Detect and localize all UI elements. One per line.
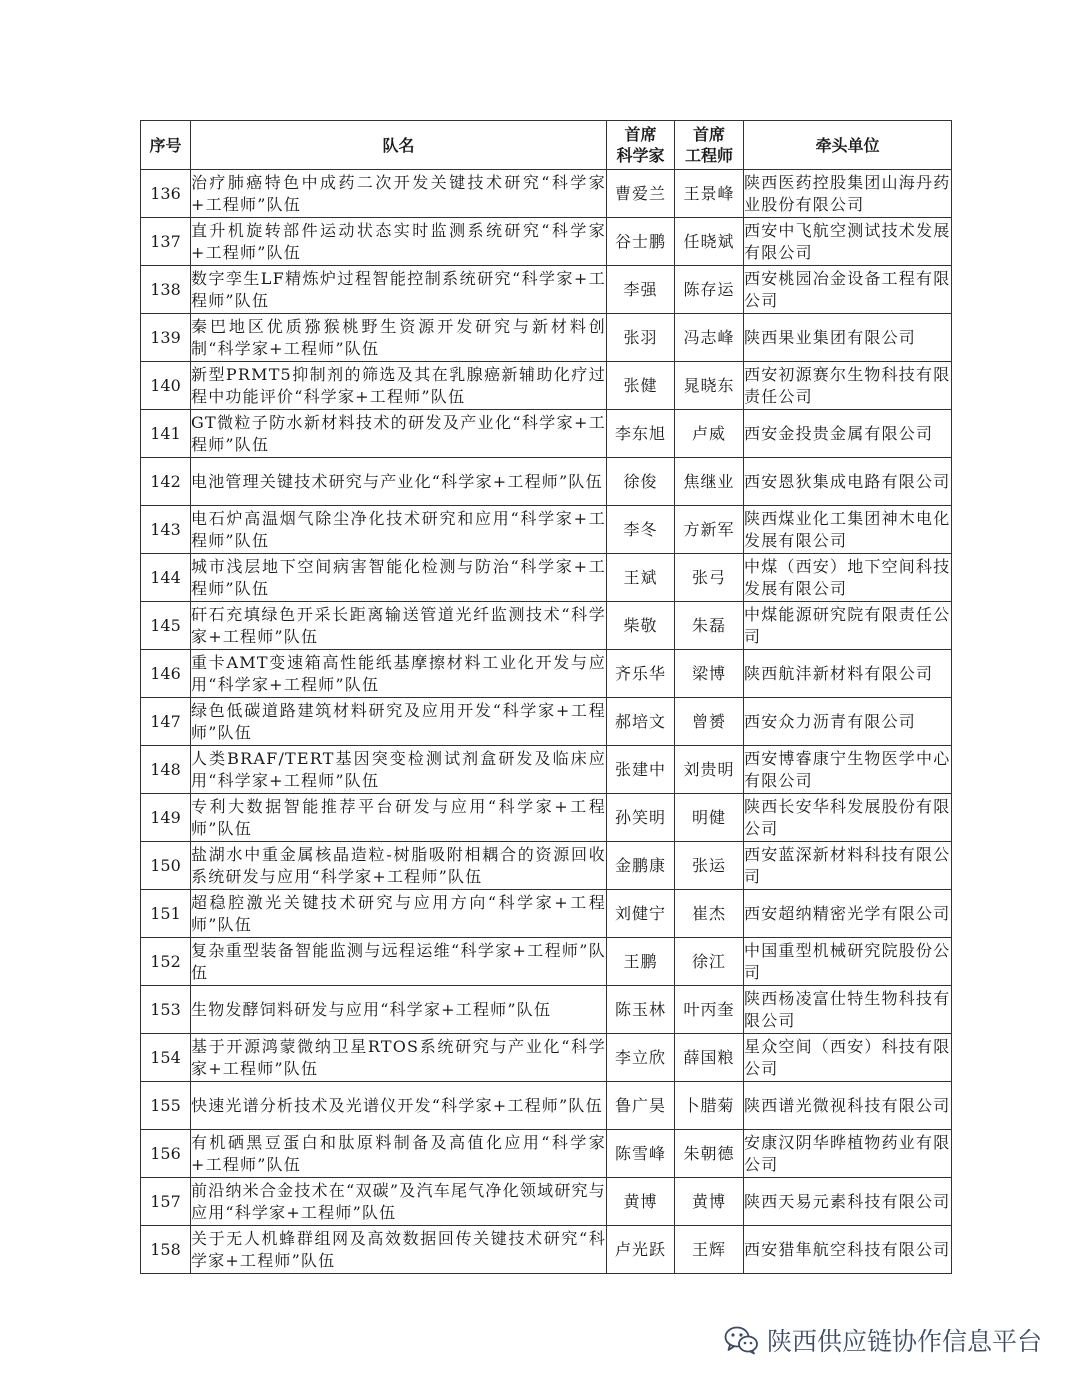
row-number-cell: 137 [141, 218, 191, 266]
table-row [141, 746, 952, 794]
row-number-cell: 148 [141, 746, 191, 794]
chief-scientist-cell: 王鹏 [607, 938, 675, 986]
chief-scientist-cell: 李冬 [607, 506, 675, 554]
table-row [141, 1082, 952, 1130]
table-body [141, 170, 952, 1274]
table-row [141, 1226, 952, 1274]
row-number-cell: 154 [141, 1034, 191, 1082]
team-name-cell: 直升机旋转部件运动状态实时监测系统研究“科学家+工程师”队伍 [191, 218, 607, 266]
lead-org-cell: 陕西杨凌富仕特生物科技有限公司 [744, 986, 952, 1034]
chief-engineer-cell: 朱磊 [675, 602, 744, 650]
chief-engineer-cell: 崔杰 [675, 890, 744, 938]
wechat-account-name: 陕西供应链协作信息平台 [766, 1327, 1042, 1356]
lead-org-cell: 西安众力沥青有限公司 [744, 698, 952, 746]
team-name-cell: 治疗肺癌特色中成药二次开发关键技术研究“科学家+工程师”队伍 [191, 170, 607, 218]
lead-org-cell: 中煤（西安）地下空间科技发展有限公司 [744, 554, 952, 602]
lead-org-cell: 陕西长安华科发展股份有限公司 [744, 794, 952, 842]
chief-engineer-cell: 方新军 [675, 506, 744, 554]
lead-org-cell: 西安初源赛尔生物科技有限责任公司 [744, 362, 952, 410]
chief-scientist-cell: 张建中 [607, 746, 675, 794]
chief-engineer-cell: 张运 [675, 842, 744, 890]
chief-scientist-cell: 鲁广昊 [607, 1082, 675, 1130]
header-chief-engineer-line2: 工程师 [684, 146, 733, 165]
team-name-cell: 矸石充填绿色开采长距离输送管道光纤监测技术“科学家+工程师”队伍 [191, 602, 607, 650]
chief-scientist-cell: 徐俊 [607, 458, 675, 506]
chief-scientist-cell: 卢光跃 [607, 1226, 675, 1274]
table-row [141, 554, 952, 602]
lead-org-cell: 西安蓝深新材料科技有限公司 [744, 842, 952, 890]
team-name-cell: 前沿纳米合金技术在“双碳”及汽车尾气净化领域研究与应用“科学家+工程师”队伍 [191, 1178, 607, 1226]
chief-scientist-cell: 刘健宁 [607, 890, 675, 938]
table-row [141, 410, 952, 458]
lead-org-cell: 陕西果业集团有限公司 [744, 314, 952, 362]
chief-scientist-cell: 孙笑明 [607, 794, 675, 842]
lead-org-cell: 陕西谱光微视科技有限公司 [744, 1082, 952, 1130]
chief-scientist-cell: 李强 [607, 266, 675, 314]
row-number-cell: 140 [141, 362, 191, 410]
team-table [140, 120, 952, 1274]
chief-engineer-cell: 徐江 [675, 938, 744, 986]
team-name-cell: 电池管理关键技术研究与产业化“科学家+工程师”队伍 [191, 458, 607, 506]
header-team-name [191, 121, 607, 170]
team-name-cell: 盐湖水中重金属核晶造粒-树脂吸附相耦合的资源回收系统研发与应用“科学家+工程师”队伍 [191, 842, 607, 890]
team-name-cell: 数字孪生LF精炼炉过程智能控制系统研究“科学家+工程师”队伍 [191, 266, 607, 314]
wechat-icon [723, 1325, 759, 1355]
table-row [141, 1130, 952, 1178]
chief-engineer-cell: 黄博 [675, 1178, 744, 1226]
header-chief-scientist [607, 121, 675, 170]
row-number-cell: 158 [141, 1226, 191, 1274]
chief-engineer-cell: 梁博 [675, 650, 744, 698]
team-name-cell: 新型PRMT5抑制剂的筛选及其在乳腺癌新辅助化疗过程中功能评价“科学家+工程师”队伍 [191, 362, 607, 410]
table-row [141, 602, 952, 650]
wechat-account-footer [723, 1322, 1042, 1358]
lead-org-cell: 西安超纳精密光学有限公司 [744, 890, 952, 938]
chief-engineer-cell: 任晓斌 [675, 218, 744, 266]
lead-org-cell: 西安中飞航空测试技术发展有限公司 [744, 218, 952, 266]
row-number-cell: 151 [141, 890, 191, 938]
row-number-cell: 152 [141, 938, 191, 986]
row-number-cell: 136 [141, 170, 191, 218]
table-row [141, 794, 952, 842]
chief-scientist-cell: 李立欣 [607, 1034, 675, 1082]
row-number-cell: 145 [141, 602, 191, 650]
team-name-cell: 城市浅层地下空间病害智能化检测与防治“科学家+工程师”队伍 [191, 554, 607, 602]
team-name-cell: 重卡AMT变速箱高性能纸基摩擦材料工业化开发与应用“科学家+工程师”队伍 [191, 650, 607, 698]
chief-scientist-cell: 陈玉林 [607, 986, 675, 1034]
header-chief-engineer [675, 121, 744, 170]
chief-scientist-cell: 陈雪峰 [607, 1130, 675, 1178]
chief-scientist-cell: 金鹏康 [607, 842, 675, 890]
row-number-cell: 146 [141, 650, 191, 698]
team-name-cell: 快速光谱分析技术及光谱仪开发“科学家+工程师”队伍 [191, 1082, 607, 1130]
chief-engineer-cell: 叶丙奎 [675, 986, 744, 1034]
chief-engineer-cell: 曾赟 [675, 698, 744, 746]
row-number-cell: 141 [141, 410, 191, 458]
chief-engineer-cell: 焦继业 [675, 458, 744, 506]
team-name-cell: 人类BRAF/TERT基因突变检测试剂盒研发及临床应用“科学家+工程师”队伍 [191, 746, 607, 794]
team-name-cell: 超稳腔激光关键技术研究与应用方向“科学家+工程师”队伍 [191, 890, 607, 938]
table-row [141, 986, 952, 1034]
team-name-cell: 电石炉高温烟气除尘净化技术研究和应用“科学家+工程师”队伍 [191, 506, 607, 554]
row-number-cell: 138 [141, 266, 191, 314]
header-chief-scientist-line2: 科学家 [616, 146, 665, 165]
table-row [141, 698, 952, 746]
chief-engineer-cell: 冯志峰 [675, 314, 744, 362]
header-no [141, 121, 191, 170]
row-number-cell: 155 [141, 1082, 191, 1130]
table-row [141, 266, 952, 314]
table-header-row [141, 121, 952, 170]
chief-scientist-cell: 王斌 [607, 554, 675, 602]
header-team-name-label: 队名 [382, 135, 415, 155]
lead-org-cell: 中煤能源研究院有限责任公司 [744, 602, 952, 650]
row-number-cell: 149 [141, 794, 191, 842]
chief-engineer-cell: 朱朝德 [675, 1130, 744, 1178]
row-number-cell: 142 [141, 458, 191, 506]
row-number-cell: 147 [141, 698, 191, 746]
lead-org-cell: 陕西航沣新材料有限公司 [744, 650, 952, 698]
header-chief-scientist-line1: 首席 [624, 125, 657, 144]
chief-engineer-cell: 明健 [675, 794, 744, 842]
team-name-cell: 关于无人机蜂群组网及高效数据回传关键技术研究“科学家+工程师”队伍 [191, 1226, 607, 1274]
table-row [141, 218, 952, 266]
lead-org-cell: 星众空间（西安）科技有限公司 [744, 1034, 952, 1082]
chief-engineer-cell: 王辉 [675, 1226, 744, 1274]
document-page [140, 120, 951, 1274]
chief-scientist-cell: 黄博 [607, 1178, 675, 1226]
header-chief-engineer-line1: 首席 [692, 125, 725, 144]
team-name-cell: 专利大数据智能推荐平台研发与应用“科学家+工程师”队伍 [191, 794, 607, 842]
row-number-cell: 156 [141, 1130, 191, 1178]
chief-scientist-cell: 郝培文 [607, 698, 675, 746]
team-name-cell: 复杂重型装备智能监测与远程运维“科学家+工程师”队伍 [191, 938, 607, 986]
header-lead-org [744, 121, 952, 170]
lead-org-cell: 陕西天易元素科技有限公司 [744, 1178, 952, 1226]
chief-scientist-cell: 张羽 [607, 314, 675, 362]
chief-engineer-cell: 晁晓东 [675, 362, 744, 410]
chief-engineer-cell: 卜腊菊 [675, 1082, 744, 1130]
lead-org-cell: 西安博睿康宁生物医学中心有限公司 [744, 746, 952, 794]
table-row [141, 890, 952, 938]
chief-engineer-cell: 刘贵明 [675, 746, 744, 794]
lead-org-cell: 西安桃园冶金设备工程有限公司 [744, 266, 952, 314]
lead-org-cell: 西安金投贵金属有限公司 [744, 410, 952, 458]
team-name-cell: 绿色低碳道路建筑材料研究及应用开发“科学家+工程师”队伍 [191, 698, 607, 746]
chief-scientist-cell: 李东旭 [607, 410, 675, 458]
header-no-label: 序号 [149, 135, 182, 155]
lead-org-cell: 安康汉阴华晔植物药业有限公司 [744, 1130, 952, 1178]
team-name-cell: 秦巴地区优质猕猴桃野生资源开发研究与新材料创制“科学家+工程师”队伍 [191, 314, 607, 362]
lead-org-cell: 西安猎隼航空科技有限公司 [744, 1226, 952, 1274]
chief-engineer-cell: 张弓 [675, 554, 744, 602]
lead-org-cell: 西安恩狄集成电路有限公司 [744, 458, 952, 506]
team-name-cell: 有机硒黑豆蛋白和肽原料制备及高值化应用“科学家+工程师”队伍 [191, 1130, 607, 1178]
table-row [141, 314, 952, 362]
header-lead-org-label: 牵头单位 [815, 135, 880, 155]
row-number-cell: 153 [141, 986, 191, 1034]
table-row [141, 458, 952, 506]
team-name-cell: 基于开源鸿蒙微纳卫星RTOS系统研究与产业化“科学家+工程师”队伍 [191, 1034, 607, 1082]
lead-org-cell: 陕西煤业化工集团神木电化发展有限公司 [744, 506, 952, 554]
chief-engineer-cell: 王景峰 [675, 170, 744, 218]
table-row [141, 1178, 952, 1226]
chief-scientist-cell: 曹爱兰 [607, 170, 675, 218]
chief-scientist-cell: 齐乐华 [607, 650, 675, 698]
lead-org-cell: 中国重型机械研究院股份公司 [744, 938, 952, 986]
table-row [141, 842, 952, 890]
table-row [141, 938, 952, 986]
chief-engineer-cell: 薛国粮 [675, 1034, 744, 1082]
table-row [141, 1034, 952, 1082]
row-number-cell: 144 [141, 554, 191, 602]
chief-scientist-cell: 柴敬 [607, 602, 675, 650]
chief-scientist-cell: 谷士鹏 [607, 218, 675, 266]
row-number-cell: 150 [141, 842, 191, 890]
table-row [141, 362, 952, 410]
team-name-cell: GT微粒子防水新材料技术的研发及产业化“科学家+工程师”队伍 [191, 410, 607, 458]
table-row [141, 650, 952, 698]
table-row [141, 506, 952, 554]
row-number-cell: 157 [141, 1178, 191, 1226]
chief-engineer-cell: 陈存运 [675, 266, 744, 314]
chief-scientist-cell: 张健 [607, 362, 675, 410]
lead-org-cell: 陕西医药控股集团山海丹药业股份有限公司 [744, 170, 952, 218]
row-number-cell: 139 [141, 314, 191, 362]
team-name-cell: 生物发酵饲料研发与应用“科学家+工程师”队伍 [191, 986, 607, 1034]
chief-engineer-cell: 卢威 [675, 410, 744, 458]
table-row [141, 170, 952, 218]
row-number-cell: 143 [141, 506, 191, 554]
